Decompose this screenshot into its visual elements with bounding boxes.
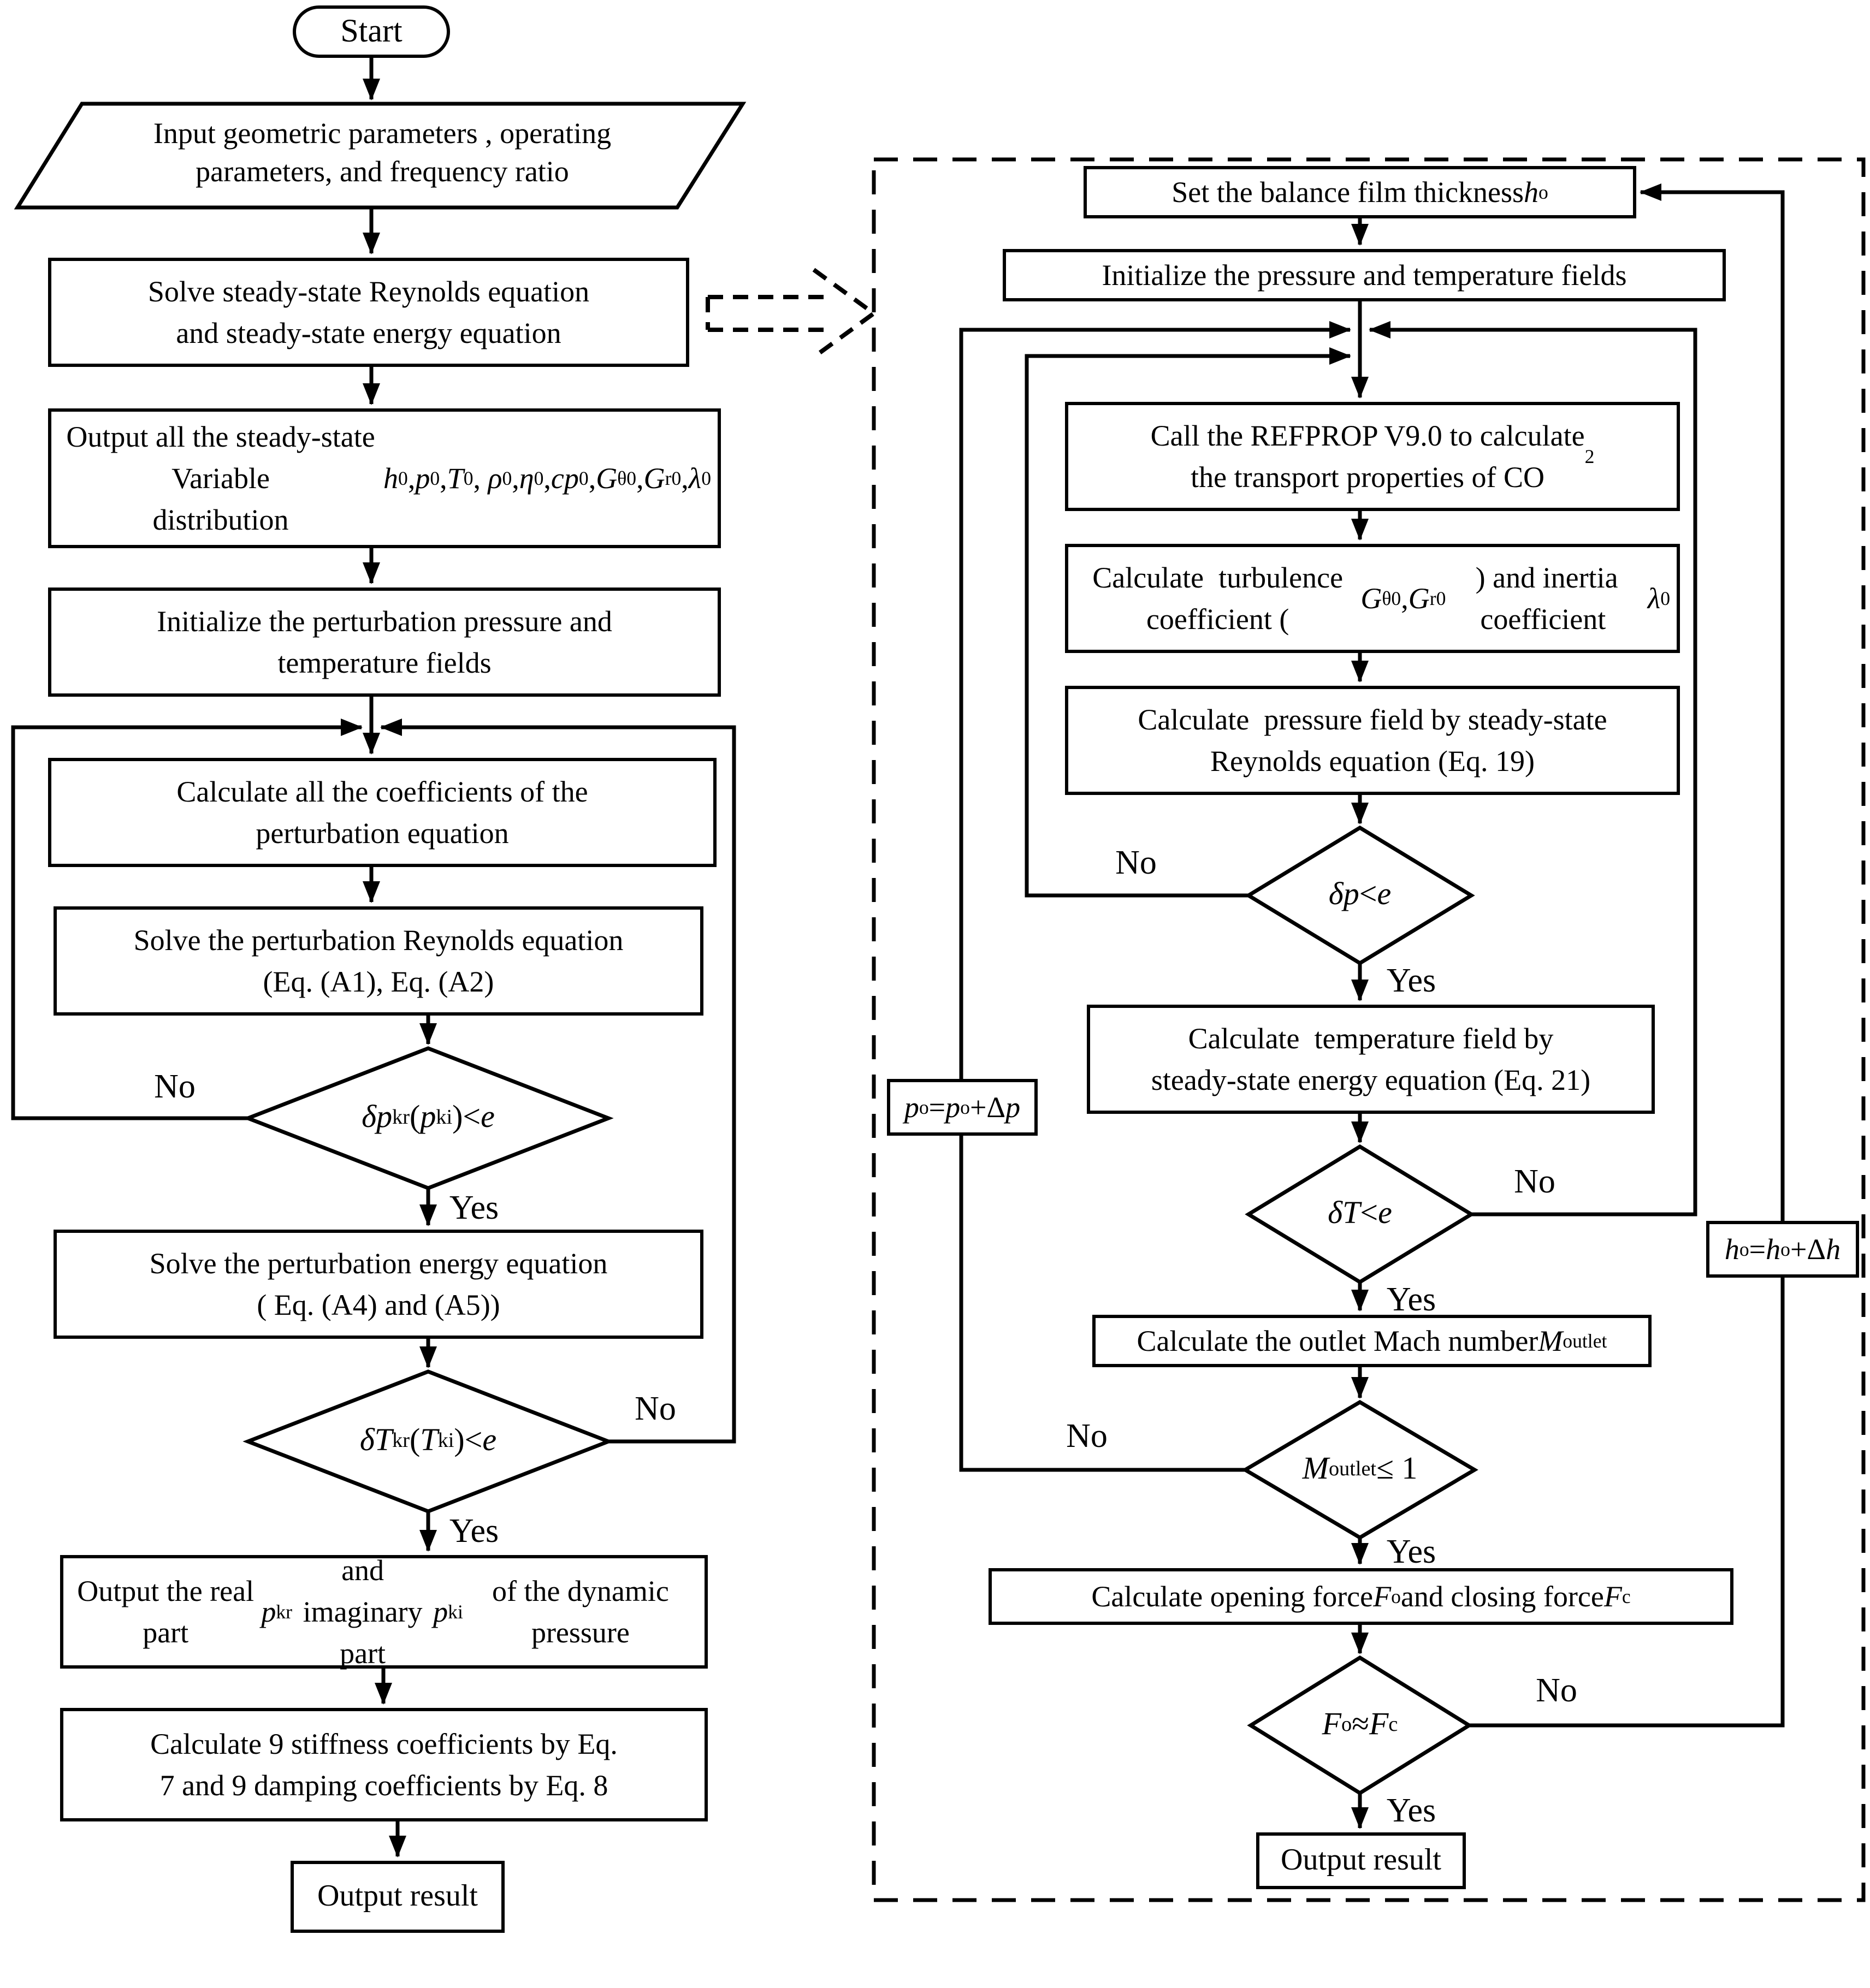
label-no-forces: No: [1536, 1671, 1577, 1709]
init-pressure-temperature-box: Initialize the pressure and temperature fields: [1003, 249, 1726, 301]
init-perturbation-box: Initialize the perturbation pressure and temperature fields: [48, 588, 721, 697]
decision-mach-label: M outlet ≤ 1: [1302, 1451, 1418, 1487]
label-no-mach: No: [1066, 1416, 1108, 1455]
input-parameters-label: Input geometric parameters , operating parameters, and frequency ratio: [153, 116, 612, 188]
label-no-pressure: No: [1115, 843, 1157, 881]
increment-thickness-box: h o = h o +Δ h: [1706, 1221, 1859, 1278]
label-yes-forces: Yes: [1386, 1791, 1436, 1829]
solve-perturbation-energy-box: Solve the perturbation energy equation ( Eq. (A4) and (A5)): [54, 1230, 703, 1339]
decision-temperature-label: δT < e: [1328, 1196, 1392, 1231]
output-steady-variables-box: Output all the steady-state Variable distribution h 0 , p 0 , T 0 , ρ 0 , η 0 , cp 0 , G θ0 , G r0 , λ 0: [48, 408, 721, 548]
calc-perturbation-coefficients-box: Calculate all the coefficients of the perturbation equation: [48, 758, 717, 867]
start-terminator: Start: [293, 5, 450, 58]
calc-temperature-field-box: Calculate temperature field by steady-state energy equation (Eq. 21): [1087, 1005, 1655, 1114]
expand-arrow-body: [708, 297, 826, 330]
label-yes-mach: Yes: [1386, 1532, 1436, 1570]
label-yes-temperature: Yes: [1386, 1280, 1436, 1318]
label-yes-pressure: Yes: [1386, 961, 1436, 999]
increment-pressure-box: p o = p o +Δ p: [887, 1079, 1038, 1136]
output-result-left-box: Output result: [291, 1861, 505, 1933]
calc-forces-box: Calculate opening force F o and closing force F c: [989, 1568, 1733, 1625]
calc-mach-box: Calculate the outlet Mach number M outlet: [1092, 1315, 1652, 1367]
calc-turbulence-box: Calculate turbulence coefficient ( G θ0 , G r0 ) and inertia coefficient λ 0: [1065, 544, 1680, 653]
label-yes-perturbation-pressure: Yes: [449, 1188, 499, 1226]
label-no-perturbation-pressure: No: [154, 1067, 196, 1105]
output-dynamic-pressure-box: Output the real part p kr and imaginary part p ki of the dynamic pressure: [60, 1555, 708, 1669]
decision-forces-label: F o ≈ F c: [1322, 1707, 1398, 1742]
expand-arrow-head: [814, 270, 874, 357]
label-yes-perturbation-temperature: Yes: [449, 1511, 499, 1550]
decision-perturbation-temperature-label: δT kr ( T ki )< e: [359, 1423, 497, 1458]
set-balance-thickness-box: Set the balance film thickness h o: [1084, 166, 1636, 218]
solve-perturbation-reynolds-box: Solve the perturbation Reynolds equation (Eq. (A1), Eq. (A2): [54, 906, 703, 1016]
decision-pressure-label: δp < e: [1328, 877, 1392, 912]
calc-pressure-field-box: Calculate pressure field by steady-state Reynolds equation (Eq. 19): [1065, 686, 1680, 795]
output-result-right-box: Output result: [1256, 1832, 1466, 1889]
solve-steady-state-box: Solve steady-state Reynolds equation and steady-state energy equation: [48, 258, 689, 367]
call-refprop-box: Call the REFPROP V9.0 to calculate the transport properties of CO 2: [1065, 402, 1680, 511]
decision-perturbation-pressure-label: δp kr ( p ki )< e: [362, 1100, 495, 1135]
label-no-perturbation-temperature: No: [635, 1389, 676, 1427]
calc-stiffness-damping-box: Calculate 9 stiffness coefficients by Eq. 7 and 9 damping coefficients by Eq. 8: [60, 1708, 708, 1821]
dashed-expand-arrow: [708, 270, 874, 357]
label-no-temperature: No: [1514, 1162, 1555, 1200]
